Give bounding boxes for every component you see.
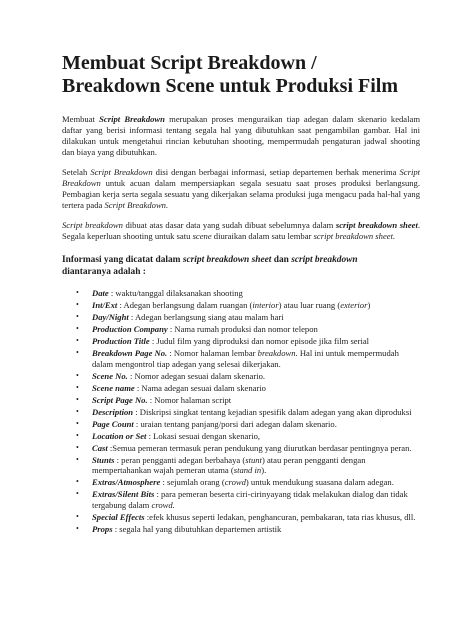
bullet-icon: • [76,347,79,357]
list-item-emphasis: stunt [245,454,262,465]
emphasis-breakdown-sheet: script breakdown sheet [182,255,272,265]
list-item-emphasis: crowd. [151,500,175,511]
list-item-text: : uraian tentang panjang/porsi dari adegan dalam skenario. [133,418,337,429]
text-run: Membuat [62,114,100,124]
list-item [76,299,420,311]
list-item-term: Page Count [92,418,134,429]
list-item [76,512,420,523]
text-run: Setelah [62,167,91,177]
list-item [76,489,420,511]
text-run: . Segala keperluan shooting untuk satu [62,220,420,241]
text-run: Informasi yang dicatat dalam [62,255,183,265]
text-run: diuraikan dalam satu lembar [211,231,314,241]
list-item-text: ) atau peran pengganti dengan mempertahankan wajah pemeran utama ( [92,454,366,476]
emphasis-script-breakdown: Script Breakdown [90,167,153,177]
list-item [76,454,420,477]
list-item-text: : sejumlah orang ( [160,477,225,488]
list-item [76,335,420,347]
list-item-term: Props [92,524,113,535]
list-item [76,370,420,382]
text-run: disi dengan berbagai informasi, setiap departemen berhak menerima [152,167,400,177]
bullet-icon: • [76,418,79,428]
list-item [76,442,420,454]
text-run: diantaranya adalah : [62,267,146,277]
bullet-icon: • [76,335,79,345]
list-item-text: : para pemeran beserta ciri-cirinyayang tidak melakukan dialog dan tidak tergabung dalam [92,489,408,511]
list-item-term: Extras/Atmosphere [92,477,161,488]
text-run: dibuat atas dasar data yang sudah dibuat sebelumnya dalam [122,220,336,230]
list-item-term: Description [92,406,134,417]
text-run: merupakan proses menguraikan tiap adegan dalam skenario kedalam daftar yang berisi informasi tentang segala hal yang dibutuhkan saat pengambilan gambar. Hal ini dilakukan untuk mengetahui rincian kebutuhan shooting, mempermudah pengaturan jadwal shooting dan biaya yang dibutuhkan. [62,114,421,157]
list-item-text: ) untuk mendukung suasana dalam adegan. [245,477,394,488]
bullet-icon: • [76,323,79,333]
list-item-term: Stunts [92,454,115,465]
list-item-term: Extras/Silent Bits [92,489,155,500]
list-item-text: : segala hal yang dibutuhkan departemen artistik [112,524,282,535]
list-item [76,382,420,394]
bullet-icon: • [76,311,79,321]
emphasis-breakdown-sheet: script breakdown sheet. [313,231,396,241]
list-item-text: : Nomor halaman script [147,394,232,405]
list-item [76,323,420,335]
bullet-icon: • [76,477,79,487]
emphasis-scene: scene [192,231,212,241]
list-item-text: : Nama adegan sesuai dalam skenario [134,382,266,393]
list-item-text: ). [261,465,267,476]
list-item-term: Special Effects [92,512,145,523]
list-item-emphasis: interior [252,299,279,310]
bullet-icon: • [76,370,79,380]
intro-paragraph [62,114,420,158]
list-item-emphasis: breakdown [257,347,296,358]
bullet-icon: • [76,299,79,309]
list-item-term: Cast [92,442,108,453]
list-item-term: Scene No. [92,370,128,381]
list-item-text: ) atau luar ruang ( [278,299,341,310]
departments-paragraph [62,167,420,211]
list-item-term: Breakdown Page No. [92,347,168,358]
bullet-icon: • [76,512,79,522]
list-item-text: : peran pengganti adegan berbahaya ( [114,454,246,465]
bullet-icon: • [76,489,79,499]
list-item-text: : Lokasi sesuai dengan skenario, [146,430,261,441]
list-item [76,288,420,299]
list-item-term: Day/Night [92,311,129,322]
list-item [76,524,420,535]
info-list [62,288,420,535]
emphasis-script-breakdown: Script Breakdown [99,114,165,124]
list-item [76,311,420,323]
bullet-icon: • [76,454,79,464]
bullet-icon: • [76,394,79,404]
section-heading [62,254,420,278]
list-item [76,347,420,370]
list-item-text: : Nomor adegan sesuai dalam skenario. [127,370,266,381]
bullet-icon: • [76,442,79,452]
list-item-term: Production Title [92,335,150,346]
document-title: Membuat Script Breakdown / Breakdown Scene untuk Produksi Film [62,52,399,97]
list-item-term: Location or Set [92,430,147,441]
list-item-text: : Nama rumah produksi dan nomor telepon [167,323,318,334]
bullet-icon: • [76,524,79,534]
list-item [76,477,420,488]
list-item-term: Date [92,288,109,298]
emphasis-script-breakdown: Script Breakdown [62,167,421,188]
list-item-emphasis: stand in [233,465,262,476]
list-item [76,418,420,430]
list-item-text: :Semua pemeran termasuk peran pendukung yang diurutkan berdasar pentingnya peran. [107,442,412,453]
bullet-icon: • [76,406,79,416]
list-item-text: : waktu/tanggal dilaksanakan shooting [108,288,243,298]
text-run: untuk acuan dalam mempersiapkan segala sesuatu saat proses produksi berlangsung. Pembagian kerja serta segala sesuatu yang dikerjakan selama produksi juga mengacu pada hal-hal yang tertera pada [62,178,420,210]
bullet-icon: • [76,382,79,392]
list-item [76,430,420,442]
list-item-text: ) [367,299,371,310]
bullet-icon: • [76,430,79,440]
list-item-term: Int/Ext [92,299,118,310]
emphasis-script-breakdown: script breakdown [291,255,358,265]
list-item-text: : Adegan berlangsung siang atau malam hari [128,311,284,322]
list-item-emphasis: crowd [224,477,246,488]
list-item-term: Production Company [92,323,168,334]
emphasis-script-breakdown: Script Breakdown. [104,200,169,210]
bullet-icon: • [76,288,79,297]
list-item-term: Scene name [92,382,135,393]
emphasis-breakdown-sheet: script breakdown sheet [335,220,418,230]
list-item-text: : Adegan berlangsung dalam ruangan ( [117,299,253,310]
list-item-text: . Hal ini untuk mempermudah dalam mengontrol tiap adegan yang selesai dikerjakan. [92,347,399,369]
list-item-text: :efek khusus seperti ledakan, penghancuran, pembakaran, tata rias khusus, dll. [144,512,416,523]
list-item-text: : Diskripsi singkat tentang kejadian spesifik dalam adegan yang akan diproduksi [133,406,412,417]
list-item [76,394,420,406]
list-item-text: : Nomor halaman lembar [167,347,258,358]
text-run: dan [271,255,292,265]
sheet-paragraph [62,220,420,242]
emphasis-script-breakdown: Script breakdown [62,220,123,230]
list-item-emphasis: exterior [340,299,368,310]
list-item-term: Script Page No. [92,394,148,405]
list-item-text: : Judul film yang diproduksi dan nomor episode jika film serial [149,335,370,346]
list-item [76,406,420,418]
